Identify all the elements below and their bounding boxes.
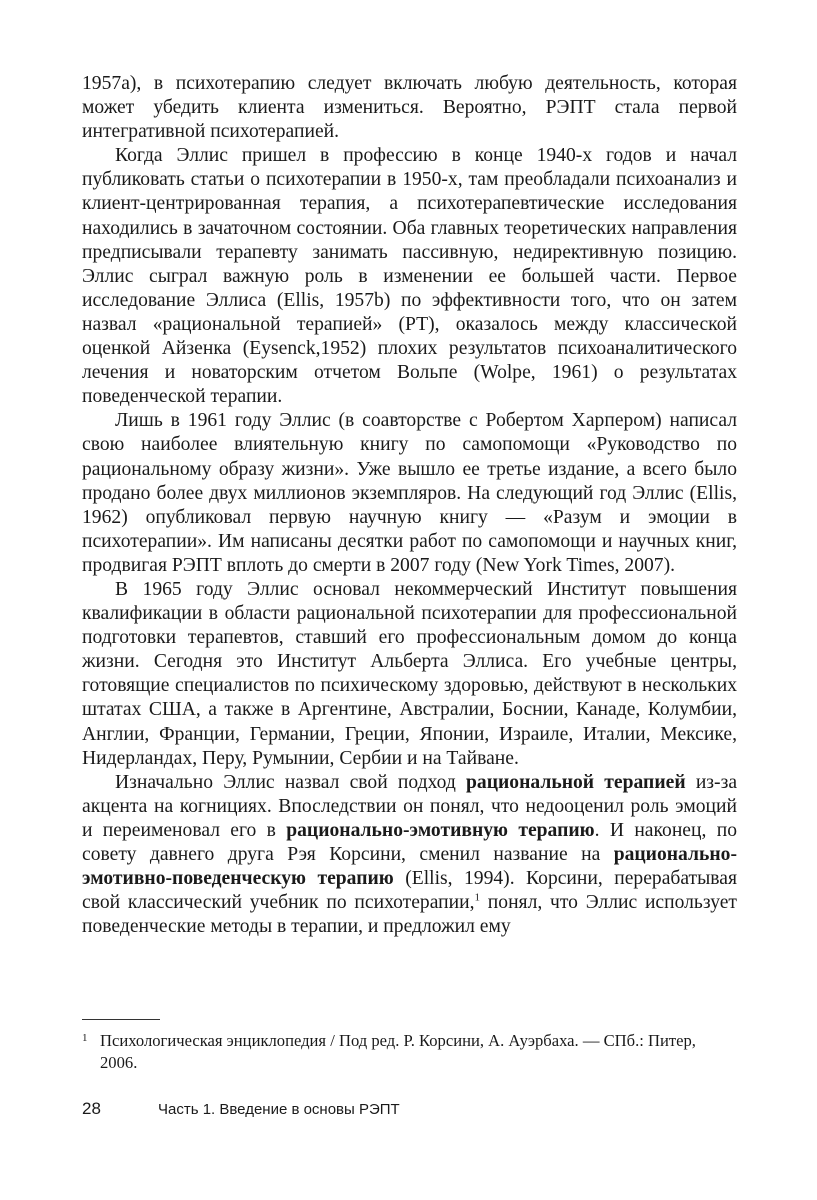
bold-term-rt: рациональной терапией <box>466 771 686 793</box>
main-text <box>82 72 737 939</box>
text-span: из-за акцента на когнициях. Впоследствии он понял, что недооценил роль эмоций и переименовал его в <box>82 771 738 841</box>
text-span: понял, что Эллис использует поведенческие методы в терапии, и предложил ему <box>82 892 737 938</box>
paragraph-institute: В 1965 году Эллис основал некоммерческий Институт повышения квалификации в области рациональной психотерапии для профессиональной подготовки терапевтов, ставший его профессиональным домом до конца жизни. Сегодня это Институт Альберта Эллиса. Его учебные центры, готовящие специалистов по психическому здоровью, действуют в нескольких штатах США, а также в Аргентине, Австралии, Боснии, Канаде, Колумбии, Англии, Франции, Германии, Греции, Японии, Израиле, Италии, Мексике, Нидерландах, Перу, Румынии, Сербии и на Тайване. <box>82 578 737 769</box>
text-span: . И наконец, по совету давнего друга Рэя Корсини, сменил название на <box>82 819 737 865</box>
paragraph-books: Лишь в 1961 году Эллис (в соавторстве с Робертом Харпером) написал свою наиболее влиятельную книгу по самопомощи «Руководство по рациональному образу жизни». Уже вышло ее третье издание, а всего было продано более двух миллионов экземпляров. На следующий год Эллис (Ellis, 1962) опубликовал первую научную книгу — «Разум и эмоции в психотерапии». Им написаны десятки работ по самопомощи и научных книг, продвигая РЭПТ вплоть до смерти в 2007 году (New York Times, 2007). <box>82 410 737 576</box>
text-span: (Ellis, 1994). Корсини, перерабатывая свой классический учебник по психотерапии, <box>82 868 737 914</box>
footnote-number: 1 <box>82 1032 88 1044</box>
footnote-reference: 1 <box>474 891 481 904</box>
bold-term-rebt: рационально-эмотивно-поведенческую терапию <box>82 844 737 890</box>
paragraph-continued: 1957a), в психотерапию следует включать любую деятельность, которая может убедить клиента измениться. Вероятно, РЭПТ стала первой интегративной психотерапией. <box>82 73 737 143</box>
page-number: 28 <box>82 1099 101 1118</box>
footnote-text: Психологическая энциклопедия / Под ред. Р. Корсини, А. Ауэрбаха. — СПб.: Питер, 2006. <box>100 1031 696 1072</box>
footnote-divider <box>82 1019 160 1020</box>
page-footer <box>82 1099 400 1119</box>
paragraph-profession: Когда Эллис пришел в профессию в конце 1940-х годов и начал публиковать статьи о психотерапии в 1950-х, там преобладали психоанализ и клиент-центрированная терапия, а психотерапевтические исследования находились в зачаточном состоянии. Оба главных теоретических направления предписывали терапевту занимать пассивную, недирективную позицию. Эллис сыграл важную роль в изменении ее большей части. Первое исследование Эллиса (Ellis, 1957b) по эффективности того, что он затем назвал «рациональной терапией» (РТ), оказалось между классической оценкой Айзенка (Eysenck,1952) плохих результатов психоаналитического лечения и новаторским отчетом Вольпе (Wolpe, 1961) о результатах поведенческой терапии. <box>82 145 737 408</box>
paragraph-naming <box>82 771 737 940</box>
bold-term-ret: рационально-эмотивную терапию <box>286 819 595 841</box>
footnote <box>82 1030 737 1074</box>
section-title: Часть 1. Введение в основы РЭПТ <box>158 1101 400 1118</box>
text-span: Изначально Эллис назвал свой подход <box>115 771 467 793</box>
